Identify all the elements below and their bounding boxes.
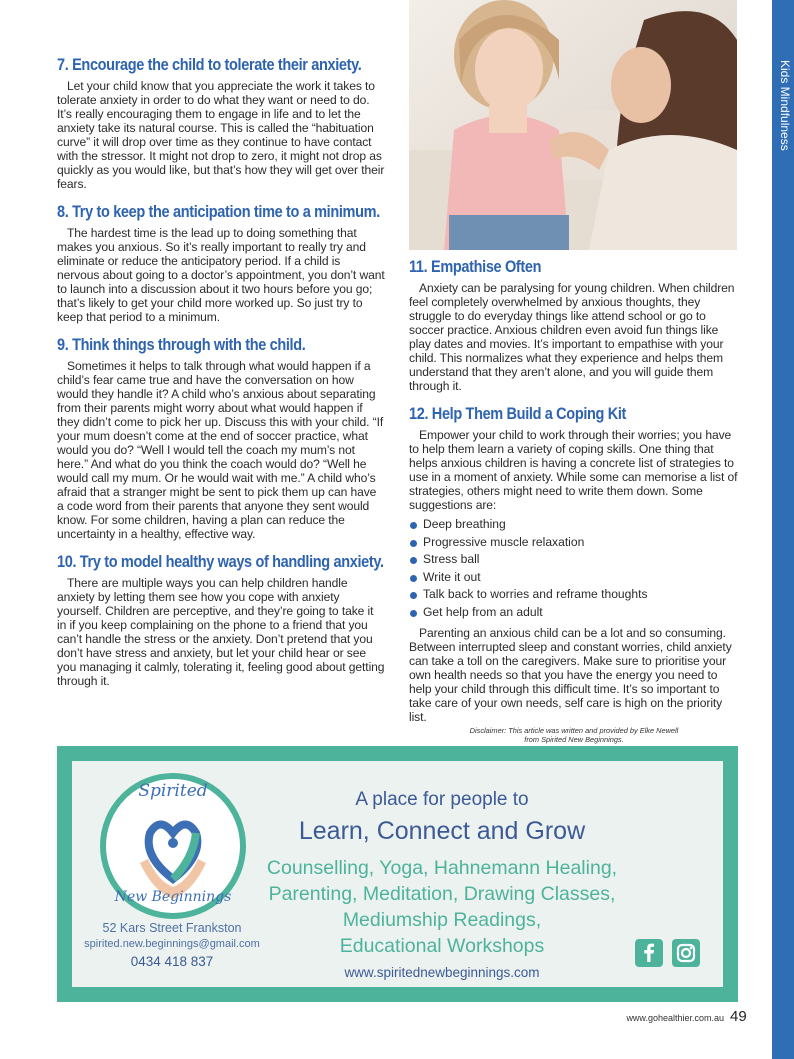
list-item: Stress ball (409, 551, 739, 569)
sidebar-label: Kids Mindfulness (778, 60, 792, 151)
section-body: There are multiple ways you can help children handle anxiety by letting them see how you cope with anxiety yourself. Children are perceptive, and they’re going to take it in if you keep complaining on the phone to a friend that you can’t handle the stress or the anxiety. Don’t pretend that you don’t have stress and anxiety, but let your child hear or see you managing it calmly, tolerating it, feeling good about getting through it. (57, 576, 385, 688)
section-12 (409, 405, 739, 724)
ad-panel (72, 761, 723, 987)
list-item: Deep breathing (409, 516, 739, 534)
ad-tagline: A place for people to (355, 789, 529, 810)
suggestion-list (409, 516, 739, 622)
section-heading: 11. Empathise Often (409, 258, 542, 276)
article-photo (409, 0, 737, 250)
section-sidebar (772, 0, 794, 1059)
footer-url: www.gohealthier.com.au (626, 1013, 724, 1023)
instagram-icon[interactable] (672, 939, 700, 967)
section-heading: 8. Try to keep the anticipation time to a minimum. (57, 203, 380, 221)
address: 52 Kars Street Frankston (102, 921, 242, 935)
list-item: Talk back to worries and reframe thoughts (409, 586, 739, 604)
bullet-icon (410, 610, 417, 617)
list-item: Get help from an adult (409, 604, 739, 622)
section-outro: Parenting an anxious child can be a lot and so consuming. Between interrupted sleep and constant worries, child anxiety can take a toll on the caregivers. Make sure to prioritise your own health needs so that you have the energy you need to help your child through this difficult time. It’s so important to take care of your own needs, self care is high on the priority list. (409, 625, 732, 724)
section-body: The hardest time is the lead up to doing something that makes you anxious. So it’s really important to really try and eliminate or reduce the anticipatory period. If a child is nervous about going to a doctor’s appointment, you don’t want to launch into a discussion about it two hours before you go; that’s likely to get your child more worked up. So just try to keep that period to a minimum. (57, 226, 385, 324)
left-column (57, 56, 385, 700)
section-9 (57, 336, 385, 541)
ad-headline: Learn, Connect and Grow (298, 817, 586, 845)
right-column (409, 258, 739, 724)
bullet-icon (410, 592, 417, 599)
section-body: Anxiety can be paralysing for young children. When children feel completely overwhelmed by anxious thoughts, they struggle to do everyday things like attend school or go to soccer practice. Anxious children even avoid fun things like play dates and movies. It’s important to empathise with your child. This normalizes what they experience and helps them understand that they aren’t alone, and you will guide them through it. (409, 281, 735, 393)
section-heading: 7. Encourage the child to tolerate their anxiety. (57, 56, 362, 74)
logo-text-bottom: New Beginnings (114, 889, 232, 905)
section-heading: 9. Think things through with the child. (57, 336, 306, 354)
bullet-icon (410, 557, 417, 564)
section-10 (57, 553, 385, 688)
bullet-icon (410, 522, 417, 529)
section-body: Sometimes it helps to talk through what would happen if a child’s fear came true and have the conversation on how would they handle it? A child who’s anxious about separating from their parents might worry about what would happen if they didn’t come to pick her up. Discuss this with your child. “If your mum doesn’t come at the end of soccer practice, what would you do? “Well I would tell the coach my mum’s not here.” And what do you think the coach would do? “Well he would call my mum. Or he would wait with me.” A child who’s afraid that a stranger might be sent to pick them up can have a code word from their parents that anyone they sent would know. For some children, having a plan can reduce the uncertainty in a healthy, effective way. (57, 359, 384, 541)
bullet-icon (410, 540, 417, 547)
section-intro: Empower your child to work through their worries; you have to help them learn a variety of coping skills. One thing that helps anxious children is having a concrete list of strategies to use in a moment of anxiety. While some can memorise a list of strategies, others might need to write them down. Some suggestions are: (409, 428, 738, 512)
bullet-icon (410, 575, 417, 582)
section-11 (409, 258, 739, 393)
section-heading: 12. Help Them Build a Coping Kit (409, 405, 627, 423)
mother-child-photo (409, 0, 737, 250)
list-item: Write it out (409, 569, 739, 587)
email[interactable]: spirited.new.beginnings@gmail.com (84, 938, 260, 950)
advertisement (57, 746, 738, 1002)
section-8 (57, 203, 385, 324)
section-body: Let your child know that you appreciate the work it takes to tolerate anxiety in order to do what they want or need to do. It’s really encouraging them to engage in life and to let the anxiety take its natural course. This is called the “habituation curve” it will drop over time as they continue to have contact with the stressor. It might not drop to zero, it might not drop as quickly as you would like, but that’s how they will get over their fears. (57, 79, 385, 191)
services-list: Counselling, Yoga, Hahnemann Healing, Parenting, Meditation, Drawing Classes, Mediumship Readings, Educational Workshops (266, 857, 618, 957)
list-item: Progressive muscle relaxation (409, 534, 739, 552)
website-link[interactable]: www.spiritednewbeginnings.com (344, 965, 540, 980)
phone[interactable]: 0434 418 837 (130, 954, 214, 969)
spirited-logo (98, 771, 248, 921)
section-heading: 10. Try to model healthy ways of handling anxiety. (57, 553, 384, 571)
facebook-icon[interactable] (635, 939, 663, 967)
page-number: 49 (730, 1008, 747, 1025)
logo-text-top: Spirited (138, 781, 208, 801)
section-7 (57, 56, 385, 191)
disclaimer: Disclaimer: This article was written and provided by Elke Newell from Spirited New Beginnings. (469, 726, 679, 744)
